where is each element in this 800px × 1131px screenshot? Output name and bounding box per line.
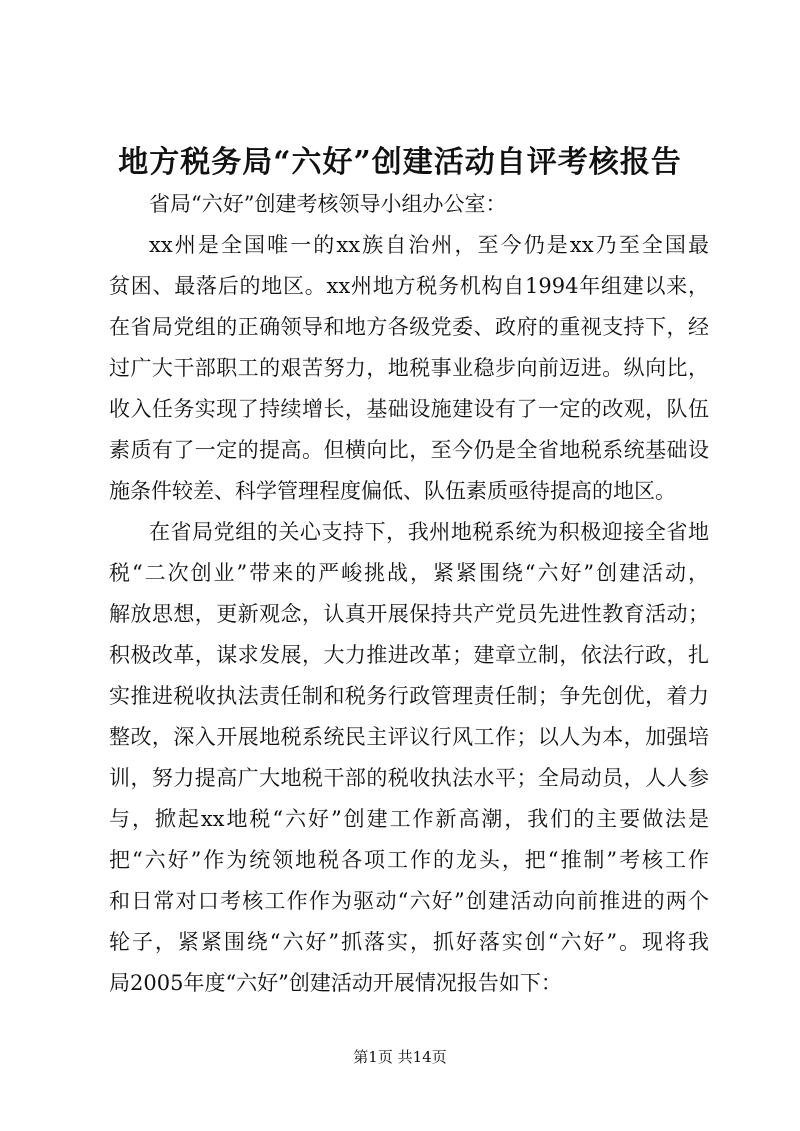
document-title: 地方税务局“六好”创建活动自评考核报告 bbox=[118, 145, 682, 180]
paragraph2-line: 解放思想，更新观念，认真开展保持共产党员先进性教育活动； bbox=[109, 602, 709, 626]
salutation: 省局“六好”创建考核领导小组办公室： bbox=[149, 192, 507, 216]
paragraph1-line: 贫困、最落后的地区。xx州地方税务机构自1994年组建以来， bbox=[109, 274, 709, 298]
paragraph2-line: 训，努力提高广大地税干部的税收执法水平；全局动员，人人参 bbox=[109, 766, 709, 790]
paragraph1-line: 素质有了一定的提高。但横向比，至今仍是全省地税系统基础设 bbox=[109, 438, 709, 462]
paragraph2-line: 积极改革，谋求发展，大力推进改革；建章立制，依法行政，扎 bbox=[109, 643, 709, 667]
paragraph2-line: 税“二次创业”带来的严峻挑战，紧紧围绕“六好”创建活动， bbox=[109, 561, 709, 585]
paragraph2-line: 在省局党组的关心支持下，我州地税系统为积极迎接全省地 bbox=[149, 520, 709, 544]
paragraph2-line: 轮子，紧紧围绕“六好”抓落实，抓好落实创“六好”。现将我 bbox=[109, 930, 709, 954]
paragraph1-line: 在省局党组的正确领导和地方各级党委、政府的重视支持下，经 bbox=[109, 315, 709, 339]
paragraph2-line: 整改，深入开展地税系统民主评议行风工作；以人为本，加强培 bbox=[109, 725, 709, 749]
paragraph2-line: 把“六好”作为统领地税各项工作的龙头，把“推制”考核工作 bbox=[109, 848, 709, 872]
paragraph2-line: 和日常对口考核工作作为驱动“六好”创建活动向前推进的两个 bbox=[109, 889, 709, 913]
paragraph2-line: 局2005年度“六好”创建活动开展情况报告如下： bbox=[109, 971, 562, 995]
paragraph2-line: 实推进税收执法责任制和税务行政管理责任制；争先创优，着力 bbox=[109, 684, 709, 708]
paragraph1-line: xx州是全国唯一的xx族自治州，至今仍是xx乃至全国最 bbox=[149, 233, 709, 257]
page-number: 第1页 共14页 bbox=[353, 1048, 447, 1066]
paragraph2-line: 与，掀起xx地税“六好”创建工作新高潮，我们的主要做法是 bbox=[109, 807, 709, 831]
paragraph1-line: 过广大干部职工的艰苦努力，地税事业稳步向前迈进。纵向比， bbox=[109, 356, 709, 380]
paragraph1-line: 收入任务实现了持续增长，基础设施建设有了一定的改观，队伍 bbox=[109, 397, 709, 421]
paragraph1-line: 施条件较差、科学管理程度偏低、队伍素质亟待提高的地区。 bbox=[109, 479, 676, 503]
